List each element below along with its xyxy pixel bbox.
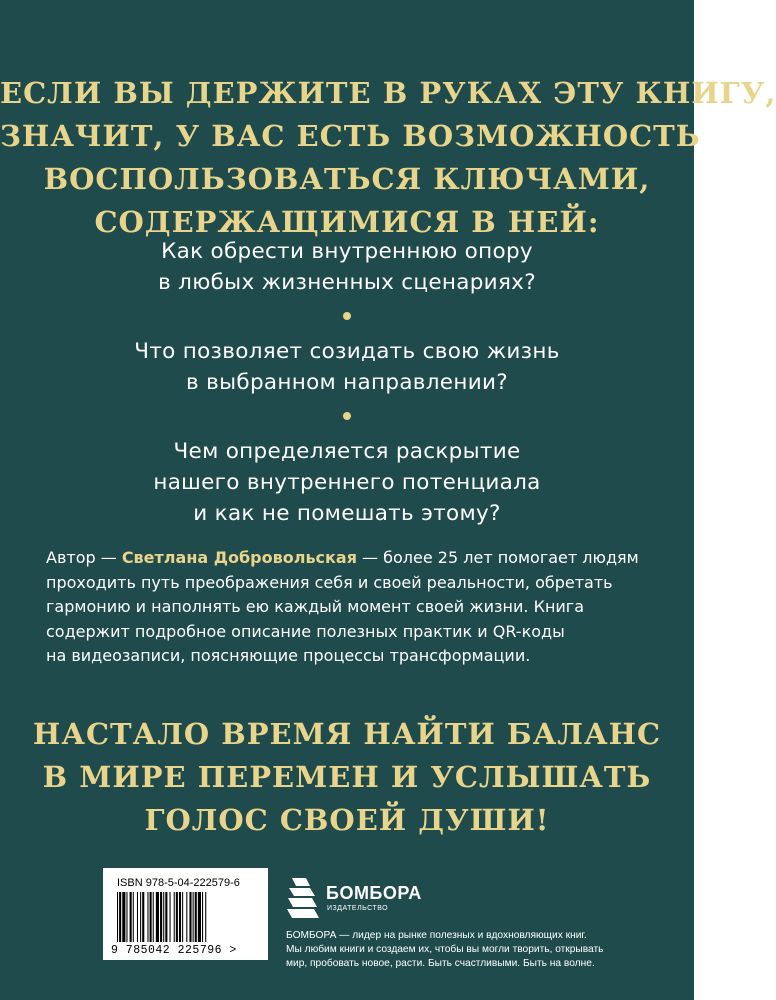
top-heading-line: СОДЕРЖАЩИМИСЯ В НЕЙ: [94,205,600,239]
bottom-heading [0,713,694,842]
author-line: содержит подробное описание полезных практик и QR-коды [46,621,565,641]
barcode-bar [186,892,187,942]
publisher-name: БОМБОРА [326,883,422,903]
bullet-dot [343,412,351,420]
barcode-bar [126,892,127,942]
question-line: Как обрести внутреннюю опору [161,239,533,264]
barcode-bar [133,892,134,942]
bottom-heading-line: В МИРЕ ПЕРЕМЕН И УСЛЫШАТЬ [42,760,652,794]
barcode-bar [160,892,162,942]
barcode-bar [182,892,183,942]
barcode-bar [189,892,191,942]
author-prefix: Автор — [46,548,122,567]
bottom-heading-line: ГОЛОС СВОЕЙ ДУШИ! [144,803,550,837]
top-heading-line: ЕСЛИ ВЫ ДЕРЖИТЕ В РУКАХ ЭТУ КНИГУ, [0,76,776,110]
barcode-bar [163,892,164,942]
barcode-bar [150,892,152,942]
top-heading-line: ЗНАЧИТ, У ВАС ЕСТЬ ВОЗМОЖНОСТЬ [0,119,701,153]
question-line: и как не помешать этому? [193,501,501,526]
author-line-rest: — более 25 лет помогает людям [356,548,639,567]
barcode-bar [198,892,201,942]
barcode-bar [179,892,181,942]
top-heading-line: ВОСПОЛЬЗОВАТЬСЯ КЛЮЧАМИ, [43,162,651,196]
question-item [0,336,694,398]
barcode-bar [140,892,141,942]
question-line: в любых жизненных сценариях? [158,270,536,295]
question-line: Чем определяется раскрытие [173,439,521,464]
question-line: Что позволяет созидать свою жизнь [134,339,560,364]
barcode-digits: 9 785042 225796 > [111,944,237,957]
barcode-bar [130,892,132,942]
isbn-label: ISBN 978-5-04-222579-6 [117,877,240,889]
barcode-bar [202,892,203,942]
barcode-bar [174,892,175,942]
barcode-bar [176,892,178,942]
author-paragraph [46,546,656,669]
author-line: проходить путь преображения себя и своей реальности, обретать [46,572,613,592]
barcode-bar [193,892,194,942]
question-item [0,236,694,298]
question-item [0,436,694,529]
questions-list [0,236,694,529]
barcode-bar [122,892,125,942]
publisher-note [286,929,666,971]
publisher-subtitle: ИЗДАТЕЛЬСТВО [327,905,389,912]
publisher-note-line: БОМБОРА — лидер на рынке полезных и вдохновляющих книг. [286,930,587,941]
bottom-heading-line: НАСТАЛО ВРЕМЯ НАЙТИ БАЛАНС [32,717,662,751]
barcode-graphic [117,892,257,942]
barcode-bar [119,892,121,942]
top-heading [0,72,776,244]
barcode-bar [147,892,148,942]
publisher-logo [286,874,426,920]
barcode-bar [165,892,167,942]
author-name: Светлана Добровольская [121,548,357,567]
book-stack-logo-icon [286,874,320,920]
barcode-bar [170,892,171,942]
isbn-barcode-box [103,868,268,960]
barcode-bar [117,892,118,942]
barcode-bar [142,892,144,942]
barcode-bar [137,892,138,942]
barcode-bar [153,892,154,942]
barcode-bar [156,892,159,942]
question-line: нашего внутреннего потенциала [153,470,541,495]
barcode-bar [205,892,206,942]
barcode-bar [195,892,197,942]
question-line: в выбранном направлении? [186,370,508,395]
publisher-note-line: Мы любим книги и создаем их, чтобы вы могли творить, открывать [286,944,604,955]
author-line: на видеозаписи, поясняющие процессы трансформации. [46,646,531,665]
bullet-dot [343,312,351,320]
publisher-note-line: мир, пробовать новое, расти. Быть счастливыми. Быть на волне. [286,958,595,969]
author-line: гармонию и наполнять ею каждый момент своей жизни. Книга [46,597,585,616]
author-line [46,546,656,571]
